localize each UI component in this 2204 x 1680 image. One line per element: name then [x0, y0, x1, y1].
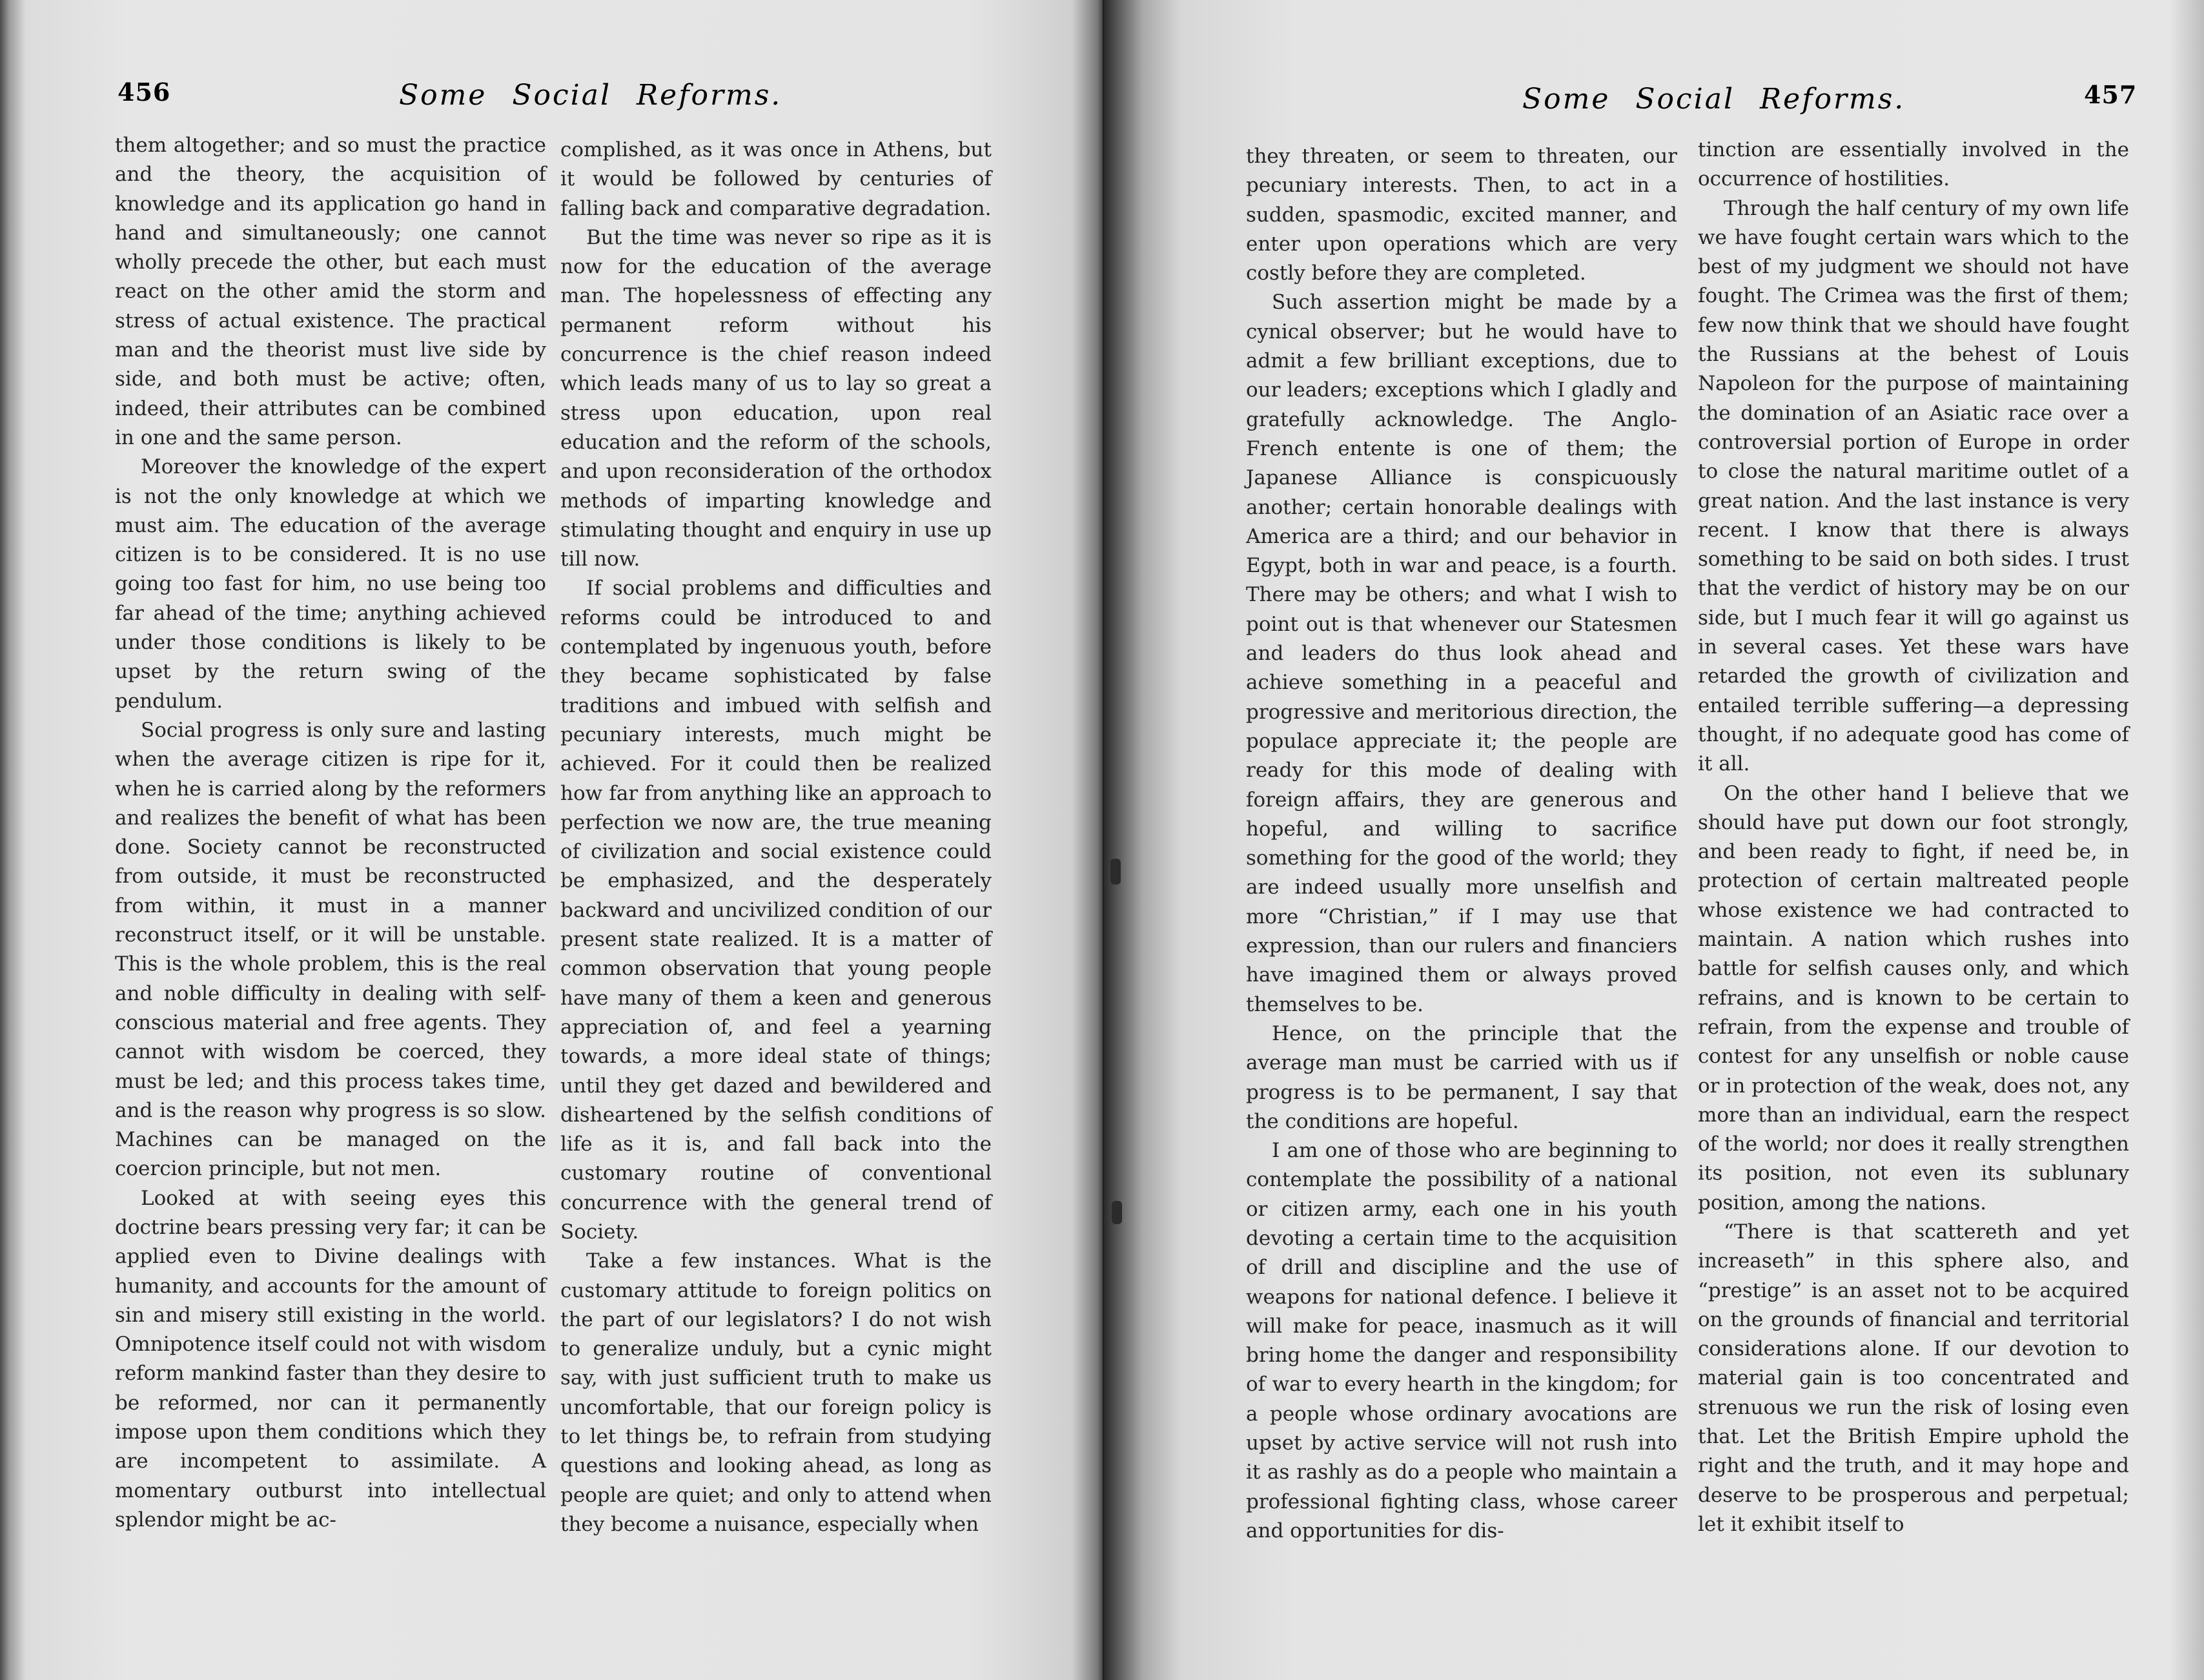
- paragraph: “There is that scattereth and yet increaseth” in this sphere also, and “prestige” is an asset not to be acquired on the grounds of financial and territorial considerations alone. If our devotion to material gain is too concentrated and strenuous we run the risk of losing even that. Let the British Empire uphold the right and the truth, and it may hope and deserve to be prosperous and perpetual; let it exhibit itself to: [1698, 1220, 2129, 1536]
- paragraph: Such assertion might be made by a cynical observer; but he would have to admit a few brilliant exceptions, due to our leaders; exceptions which I gladly and gratefully acknowledge. The Anglo-French entente is one of them; the Japanese Alliance is conspicuously another; certain honorable dealings with America are a third; and our behavior in Egypt, both in war and peace, is a fourth. There may be others; and what I wish to point out is that whenever our Statesmen and leaders do thus look ahead and achieve something in a peaceful and progressive and meritorious direction, the populace appreciate it; the people are ready for this mode of dealing with foreign affairs, they are generous and hopeful, and willing to sacrifice something for the good of the world; they are indeed usually more unselfish and more “Christian,” if I may use that expression, than our rulers and financiers have imagined them or always proved themselves to be.: [1246, 291, 1677, 1016]
- paragraph: they threaten, or seem to threaten, our pecuniary interests. Then, to act in a sudden, spasmodic, excited manner, and enter upon operations which are very costly before they are completed.: [1246, 145, 1677, 285]
- paragraph: On the other hand I believe that we should have put down our foot strongly, and been ready to fight, if need be, in protection of certain maltreated people whose existence we had contracted to maintain. A nation which rushes into battle for selfish causes only, and which refrains, and is known to be certain to refrain, from the expense and trouble of contest for any unselfish or noble cause or in protection of the weak, does not, any more than an individual, earn the respect of the world; nor does it really strengthen its position, not even its sublunary position, among the nations.: [1698, 781, 2129, 1214]
- running-title: Some Social Reforms.: [399, 79, 782, 112]
- paragraph: complished, as it was once in Athens, but it would be followed by centuries of falling back and comparative degradation.: [560, 138, 992, 220]
- binding-thread-mark: [1110, 859, 1121, 885]
- text-column-1: [115, 131, 546, 1535]
- text-column-1: [1246, 142, 1677, 1546]
- page-number: 457: [2084, 80, 2138, 109]
- text-column-2: [560, 136, 992, 1539]
- right-page: [1104, 0, 2204, 1680]
- paragraph: them altogether; and so must the practice and the theory, the acquisition of knowledge and its application go hand in hand and simultaneously; one cannot wholly precede the other, but each must react on the other amid the storm and stress of actual existence. The practical man and the theorist must live side by side, and both must be active; often, indeed, their attributes can be combined in one and the same person.: [115, 134, 546, 449]
- paragraph: Take a few instances. What is the customary attitude to foreign politics on the part of our legislators? I do not wish to generalize unduly, but a cynic might say, with just sufficient truth to make us uncomfortable, that our foreign policy is to let things be, to refrain from studying questions and looking ahead, as long as people are quiet; and only to attend when they become a nuisance, especially when: [560, 1249, 992, 1536]
- paragraph: tinction are essentially involved in the occurrence of hostilities.: [1698, 138, 2129, 191]
- paragraph: Hence, on the principle that the average man must be carried with us if progress is to be permanent, I say that the conditions are hopeful.: [1246, 1021, 1677, 1133]
- paragraph: Looked at with seeing eyes this doctrine bears pressing very far; it can be applied even to Divine dealings with humanity, and accounts for the amount of sin and misery still existing in the world. Omnipotence itself could not with wisdom reform mankind faster than they desire to be reformed, nor can it permanently impose upon them conditions which they are incompetent to assimilate. A momentary outburst into intellectual splendor might be ac-: [115, 1186, 546, 1531]
- paragraph: Social progress is only sure and lasting when the average citizen is ripe for it, when he is carried along by the reformers and realizes the benefit of what has been done. Society cannot be reconstructed from outside, it must be reconstructed from within, it must in a manner reconstruct itself, or it will be unstable. This is the whole problem, this is the real and noble difficulty in dealing with self-conscious material and free agents. They cannot with wisdom be coerced, they must be led; and this process takes time, and is the reason why progress is so slow. Machines can be managed on the coercion principle, but not men.: [115, 718, 546, 1181]
- paragraph: Moreover the knowledge of the expert is not the only knowledge at which we must aim. The education of the average citizen is to be considered. It is no use going too fast for him, no use being too far ahead of the time; anything achieved under those conditions is likely to be upset by the return swing of the pendulum.: [115, 455, 546, 713]
- page-number: 456: [117, 77, 171, 107]
- paragraph: Through the half century of my own life we have fought certain wars which to the best of my judgment we should not have fought. The Crimea was the first of them; few now think that we should have fought the Russians at the behest of Louis Napoleon for the purpose of maintaining the domination of an Asiatic race over a controversial portion of Europe in order to close the natural maritime outlet of a great nation. And the last instance is very recent. I know that there is always something to be said on both sides. I trust that the verdict of history may be on our side, but I much fear it will go against us in several cases. Yet these wars have retarded the growth of civilization and entailed terrible suffering—a depressing thought, if no adequate good has come of it all.: [1698, 196, 2129, 776]
- binding-thread-mark: [1112, 1201, 1122, 1224]
- running-title: Some Social Reforms.: [1522, 83, 1906, 116]
- paragraph: But the time was never so ripe as it is now for the education of the average man. The hopelessness of effecting any permanent reform without his concurrence is the chief reason indeed which leads many of us to lay so great a stress upon education, upon real education and the reform of the schools, and upon reconsideration of the orthodox methods of imparting knowledge and stimulating thought and enquiry in use up till now.: [560, 225, 992, 571]
- paragraph: I am one of those who are beginning to contemplate the possibility of a national or citizen army, each one in his youth devoting a certain time to the acquisition of drill and discipline and the use of weapons for national defence. I believe it will make for peace, inasmuch as it will bring home the danger and responsibility of war to every hearth in the kingdom; for a people whose ordinary avocations are upset by active service will not rush into it as rashly as do a people who maintain a professional fighting class, whose career and opportunities for dis-: [1246, 1139, 1677, 1542]
- text-column-2: [1698, 136, 2129, 1539]
- paragraph: If social problems and difficulties and reforms could be introduced to and contemplated by ingenuous youth, before they became sophisticated by false traditions and imbued with selfish and pecuniary interests, much might be achieved. For it could then be realized how far from anything like an approach to perfection we now are, the true meaning of civilization and social existence could be emphasized, and the desperately backward and uncivilized condition of our present state realized. It is a matter of common observation that young people have many of them a keen and generous appreciation of, and feel a yearning towards, a more ideal state of things; until they get dazed and bewildered and disheartened by the selfish conditions of life as it is, and fall back into the customary routine of conventional concurrence with the general trend of Society.: [560, 577, 992, 1244]
